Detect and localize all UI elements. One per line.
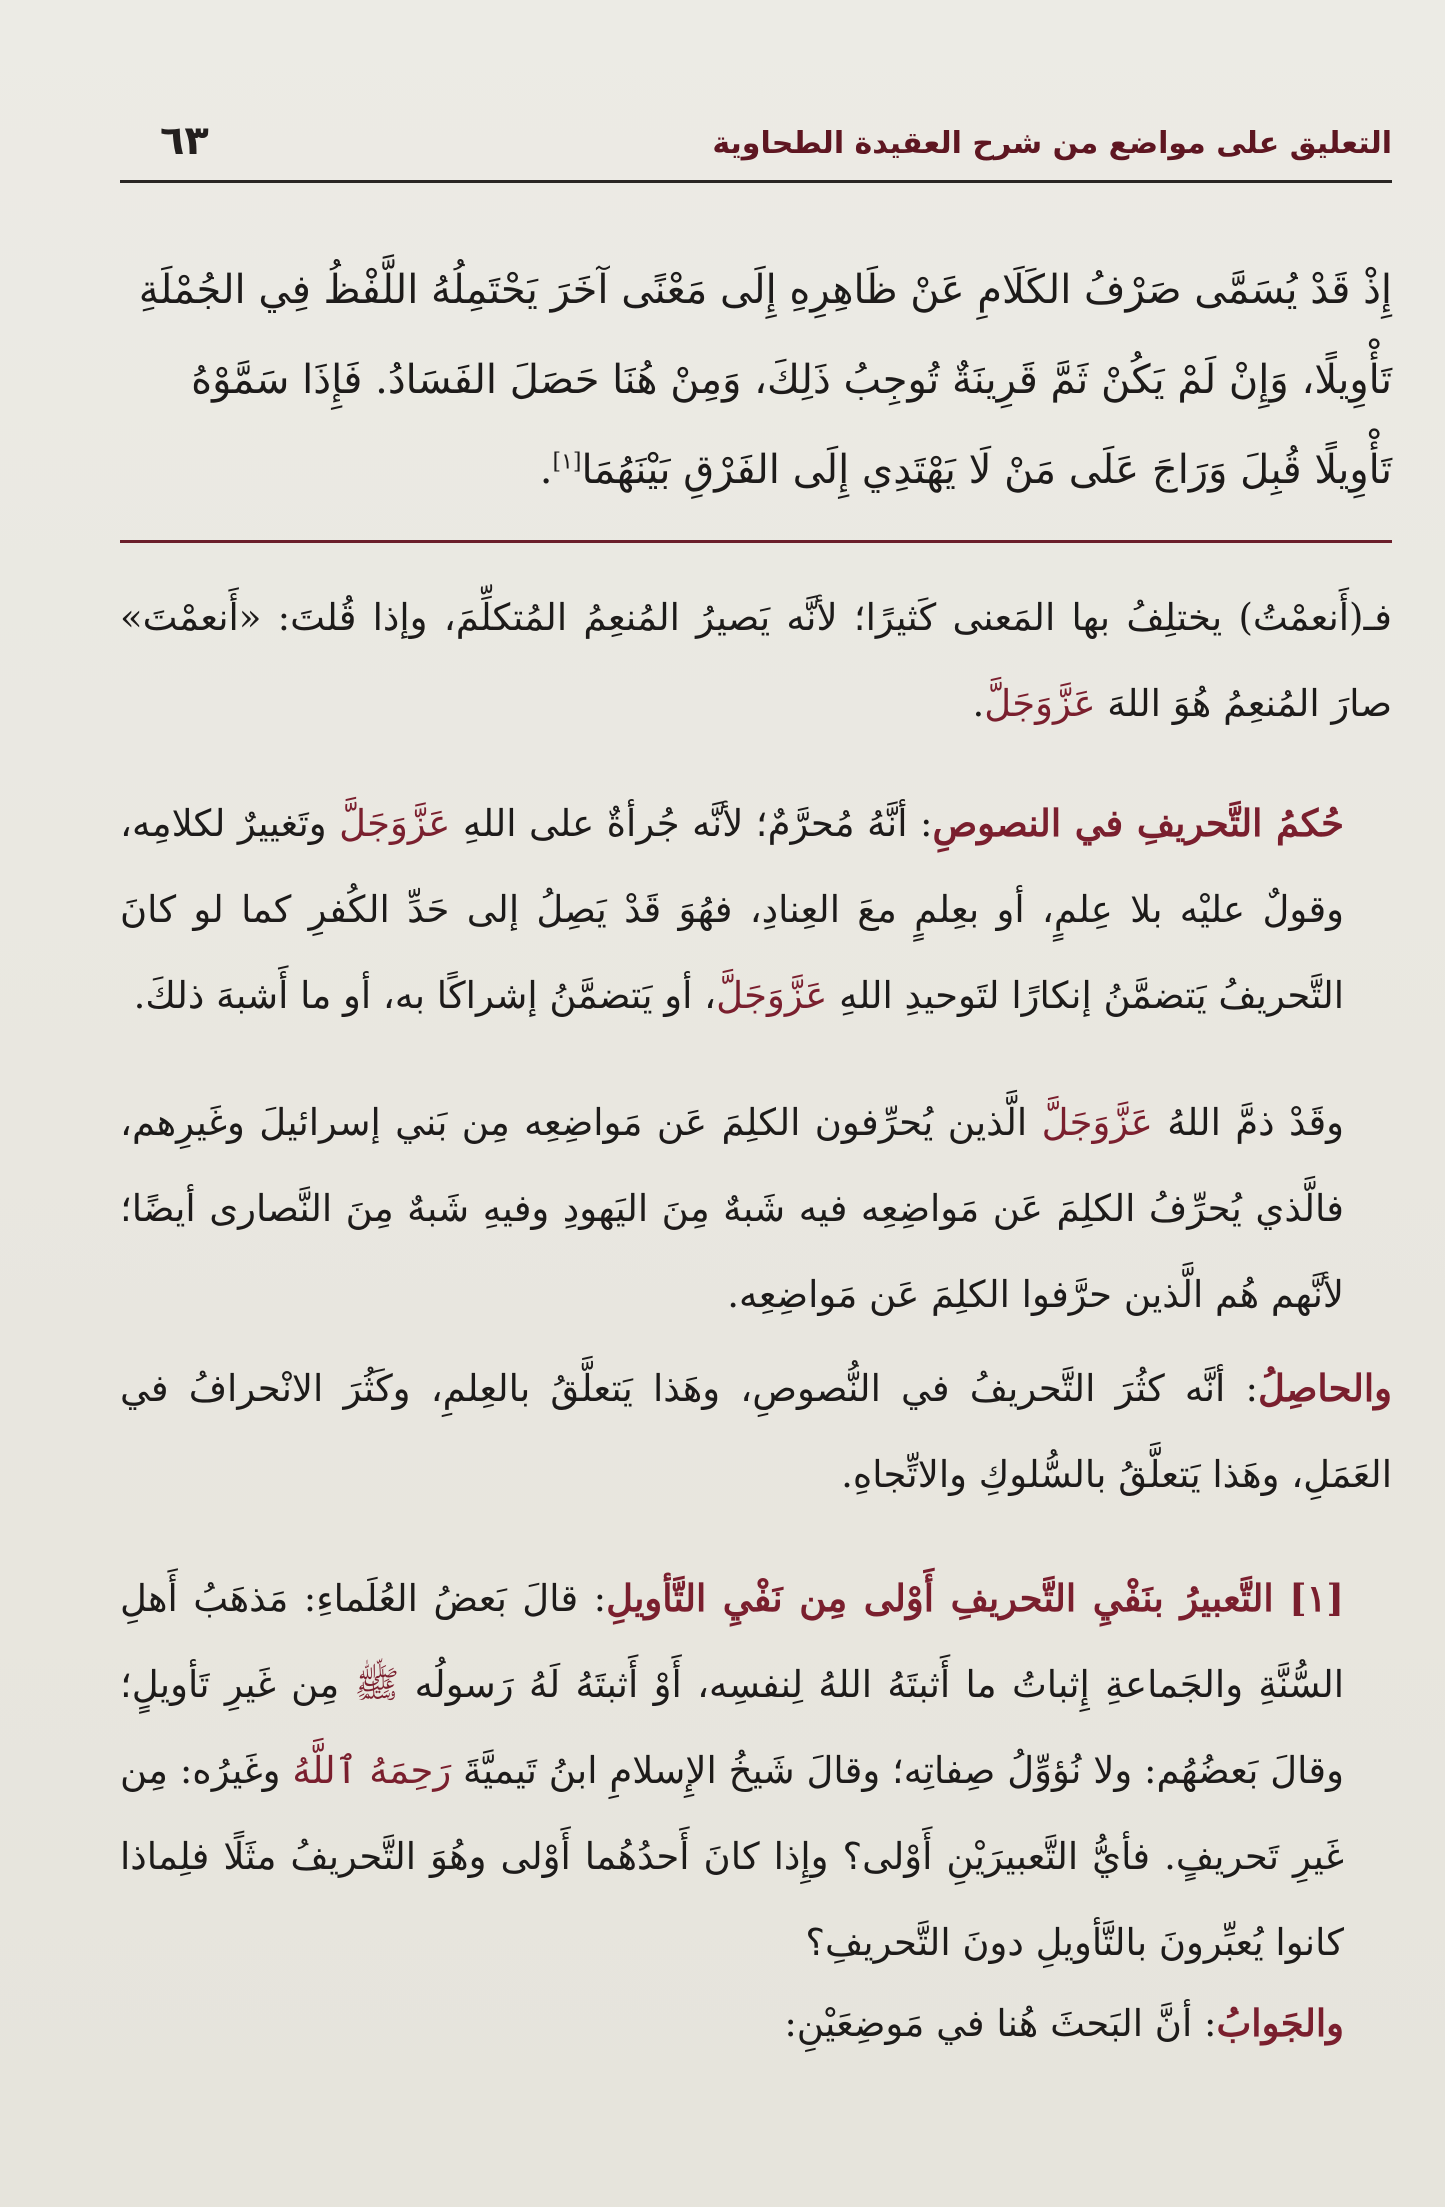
para4-text: : أنَّه كثُرَ التَّحريفُ في النُّصوصِ، وهَذا يَتعلَّقُ بالعِلمِ، وكَثُرَ الانْحرافُ في العَمَلِ، وهَذا يَتعلَّقُ بالسُّلوكِ والاتِّجاهِ. (120, 1367, 1392, 1496)
paragraph-summary (120, 1345, 1392, 1518)
honorific: عَزَّوَجَلَّ (716, 974, 828, 1017)
honorific-scholar: رَحِمَهُ ٱللَّهُ (292, 1749, 452, 1792)
header-rule (120, 180, 1392, 183)
quote-line-3-text: تَأْوِيلًا قُبِلَ وَرَاجَ عَلَى مَنْ لَا يَهْتَدِي إِلَى الفَرْقِ بَيْنَهُمَا (581, 447, 1392, 493)
answer-heading: والجَوابُ (1216, 2001, 1344, 2045)
section-divider (120, 540, 1392, 543)
footnote-1 (120, 1555, 1392, 1986)
honorific: عَزَّوَجَلَّ (339, 802, 451, 845)
running-header (120, 112, 1392, 182)
para3-text2: الَّذين يُحرِّفون الكلِمَ عَن مَواضِعِه مِن بَني إسرائيلَ وغَيرِهم، فالَّذي يُحرِّفُ الكلِمَ عَن مَواضِعِه فيه شَبهٌ مِنَ اليَهودِ وفيهِ شَبهٌ مِنَ النَّصارى أيضًا؛ لأنَّهم هُم الَّذين حرَّفوا الكلِمَ عَن مَواضِعِه. (120, 1101, 1344, 1316)
honorific: عَزَّوَجَلَّ (984, 682, 1096, 725)
footnote-number: [١] (1289, 1576, 1345, 1620)
quote-line-1: إِذْ قَدْ يُسَمَّى صَرْفُ الكَلَامِ عَنْ ظَاهِرِهِ إِلَى مَعْنًى آخَرَ يَحْتَمِلُهُ اللَّفْظُ فِي الجُمْلَةِ (138, 267, 1392, 313)
summary-heading: والحاصِلُ (1257, 1366, 1392, 1410)
para5-text3: وغَيرُه: مِن غَيرِ تَحريفٍ. فأيُّ التَّعبيرَيْنِ أَوْلى؟ وإِذا كانَ أَحدُهُما أَوْلى وهُوَ التَّحريفُ مثَلًا فلِماذا كانوا يُعبِّرونَ بالتَّأويلِ دونَ التَّحريفِ؟ (120, 1749, 1344, 1964)
paragraph-condemnation (120, 1080, 1392, 1338)
ruling-heading: حُكمُ التَّحريفِ في النصوصِ (932, 801, 1344, 845)
para5-text2: مِن غَيرِ تَأويلٍ؛ وقالَ بَعضُهُم: ولا نُؤوِّلُ صِفاتِه؛ وقالَ شَيخُ الإِسلامِ ابنُ تَيميَّةَ (120, 1663, 1344, 1792)
footnote-heading: التَّعبيرُ بنَفْيِ التَّحريفِ أَوْلى مِن نَفْيِ التَّأويلِ (606, 1576, 1274, 1620)
para6-text: : أنَّ البَحثَ هُنا في مَوضِعَيْنِ: (784, 2002, 1217, 2045)
para2-text3: ، أو يَتضمَّنُ إشراكًا به، أو ما أَشبهَ ذلكَ. (133, 974, 717, 1017)
quote-line-3-end: . (539, 447, 553, 493)
page-number: ٦٣ (160, 118, 209, 164)
footnote-ref[interactable]: [١] (552, 449, 582, 475)
paragraph-ruling (120, 780, 1392, 1039)
paragraph-anamta (120, 575, 1392, 747)
para3-text1: وقَدْ ذمَّ اللهُ (1152, 1101, 1344, 1144)
para1-text: فـ(أَنعمْتُ) يختلِفُ بها المَعنى كَثيرًا؛ لأنَّه يَصيرُ المُنعِمُ المُتكلِّمَ، وإذا قُلتَ: «أَنعمْتَ» صارَ المُنعِمُ هُوَ اللهَ (120, 596, 1392, 725)
paragraph-answer (120, 1980, 1392, 2067)
running-title: التعليق على مواضع من شرح العقيدة الطحاوية (712, 126, 1392, 161)
para5-text1: : قالَ بَعضُ العُلَماءِ: مَذهَبُ أَهلِ السُّنَّةِ والجَماعةِ إِثباتُ ما أَثبتَهُ اللهُ لِنفسِه، أَوْ أَثبتَهُ لَهُ رَسولُه (120, 1577, 1344, 1706)
para2-text2: وتَغييرٌ لكلامِه، وقولٌ عليْه بلا عِلمٍ، أو بعِلمٍ معَ العِنادِ، فهُوَ قَدْ يَصِلُ إلى حَدِّ الكُفرِ كما لو كانَ التَّحريفُ يَتضمَّنُ إنكارًا لتَوحيدِ اللهِ (120, 802, 1344, 1017)
honorific-prophet: ﷺ (354, 1663, 400, 1706)
honorific: عَزَّوَجَلَّ (1041, 1101, 1153, 1144)
para1-end: . (972, 682, 985, 725)
quote-line-2: تَأْوِيلًا، وَإِنْ لَمْ يَكُنْ ثَمَّ قَرِينَةٌ تُوجِبُ ذَلِكَ، وَمِنْ هُنَا حَصَلَ الفَسَادُ. فَإِذَا سَمَّوْهُ (191, 357, 1392, 403)
quote-line-3 (120, 425, 1392, 515)
quoted-source-text (120, 245, 1392, 515)
para2-text1: : أنَّهُ مُحرَّمٌ؛ لأنَّه جُرأةٌ على اللهِ (450, 802, 933, 845)
